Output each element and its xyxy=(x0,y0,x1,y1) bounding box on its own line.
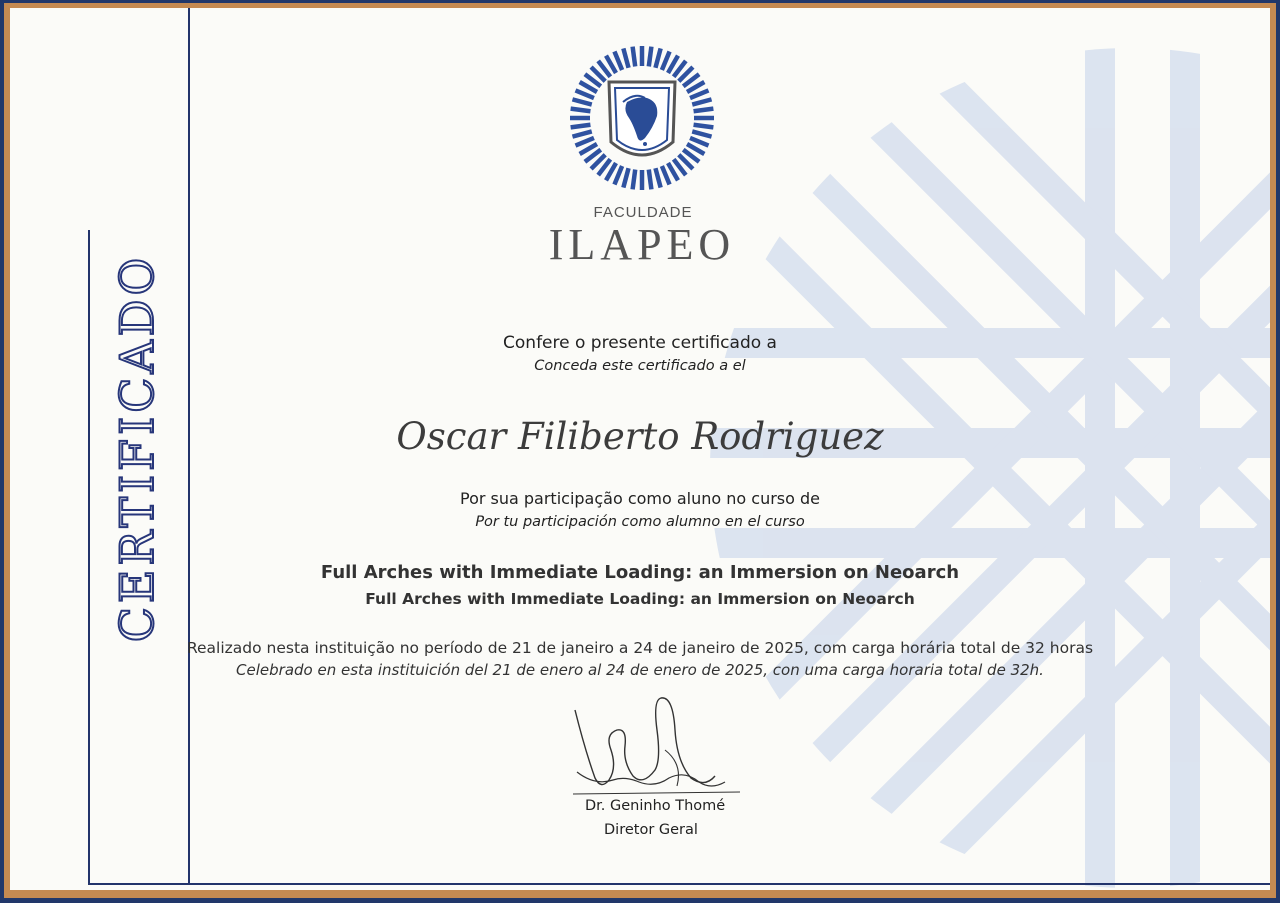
shield-with-map-seal-icon xyxy=(567,46,717,196)
seal-ray xyxy=(694,125,714,128)
course-title-pt: Full Arches with Immediate Loading: an Immersion on Neoarch xyxy=(320,562,960,583)
seal-ray xyxy=(623,48,628,67)
seal-ray xyxy=(649,170,652,190)
seal-ray xyxy=(690,138,708,146)
seal-ray xyxy=(633,170,636,190)
handwritten-signature xyxy=(565,690,745,800)
seal-ray xyxy=(614,166,622,184)
seal-ray xyxy=(655,168,660,187)
seal-ray xyxy=(662,51,670,69)
participation-es: Por tu participación como alumno en el curso xyxy=(475,514,805,530)
seal-ray xyxy=(692,99,711,104)
recipient-name: Oscar Filiberto Rodriguez xyxy=(396,415,884,458)
course-details-es: Celebrado en esta instituición del 21 de enero al 24 de enero de 2025, con uma carga horaria total de 32h. xyxy=(236,661,1044,679)
seal-ray xyxy=(694,109,714,112)
seal-ray xyxy=(655,48,660,67)
seal-ray xyxy=(571,125,591,128)
institution-name: ILAPEO xyxy=(548,220,736,269)
seal-ray xyxy=(649,47,652,67)
signatory-name: Dr. Geninho Thomé xyxy=(585,798,726,814)
seal-ray xyxy=(614,51,622,69)
vertical-title: CERTIFICADO xyxy=(110,253,164,643)
border-line-inner xyxy=(88,230,90,884)
institution-prefix: FACULDADE xyxy=(593,204,693,221)
seal-ray xyxy=(575,90,593,98)
intro-es: Conceda este certificado a el xyxy=(534,358,746,374)
seal-ray xyxy=(633,47,636,67)
participation-pt: Por sua participação como aluno no curso de xyxy=(459,489,821,508)
seal-ray xyxy=(692,131,711,136)
seal-ray xyxy=(572,99,591,104)
intro-pt: Confere o presente certificado a xyxy=(503,333,777,353)
seal-ray xyxy=(690,90,708,98)
seal-ray xyxy=(662,166,670,184)
course-title-es: Full Arches with Immediate Loading: an Immersion on Neoarch xyxy=(365,590,915,608)
border-line-bottom xyxy=(88,883,1270,885)
signatory-title: Diretor Geral xyxy=(604,822,698,838)
course-details-pt: Realizado nesta instituição no período de 21 de janeiro a 24 de janeiro de 2025, com carga horária total de 32 horas xyxy=(186,639,1094,657)
seal-ray xyxy=(575,138,593,146)
seal-ray xyxy=(623,168,628,187)
seal-ray xyxy=(571,109,591,112)
seal-ray xyxy=(572,131,591,136)
